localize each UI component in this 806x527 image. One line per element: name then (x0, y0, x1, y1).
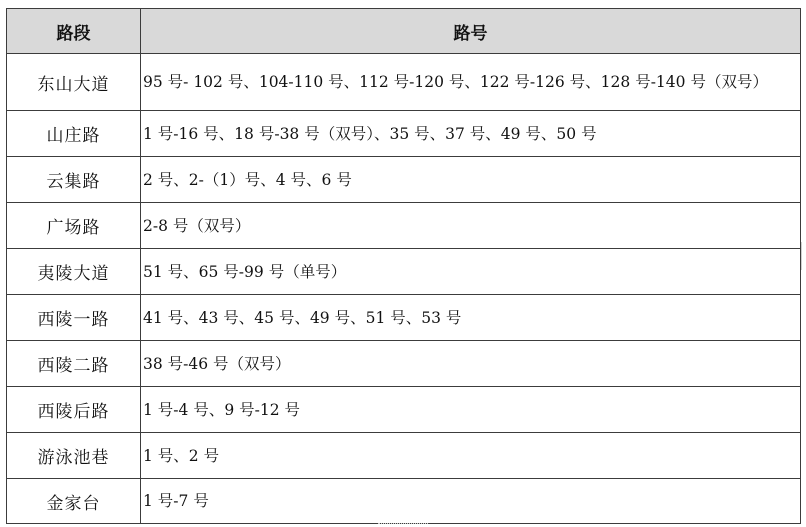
table-row (7, 387, 801, 433)
table-row (7, 54, 801, 111)
page-edge-marker (801, 242, 806, 270)
house-numbers-cell: 38 号-46 号（双号） (141, 341, 801, 387)
road-name-cell: 西陵后路 (7, 387, 141, 433)
column-header-road: 路段 (7, 9, 141, 54)
house-numbers-cell: 41 号、43 号、45 号、49 号、51 号、53 号 (141, 295, 801, 341)
table-row (7, 341, 801, 387)
table-row (7, 479, 801, 524)
road-name-cell: 云集路 (7, 157, 141, 203)
house-numbers-cell: 51 号、65 号-99 号（单号） (141, 249, 801, 295)
house-numbers-cell: 1 号、2 号 (141, 433, 801, 479)
road-name-cell: 东山大道 (7, 54, 141, 111)
table-row (7, 249, 801, 295)
road-name-cell: 西陵二路 (7, 341, 141, 387)
house-numbers-cell: 2 号、2-（1）号、4 号、6 号 (141, 157, 801, 203)
table-header-row (7, 9, 801, 54)
table-row (7, 203, 801, 249)
column-header-numbers: 路号 (141, 9, 801, 54)
table-row (7, 157, 801, 203)
address-table (6, 8, 801, 524)
road-name-cell: 西陵一路 (7, 295, 141, 341)
house-numbers-cell: 1 号-16 号、18 号-38 号（双号）、35 号、37 号、49 号、50 号 (141, 111, 801, 157)
road-name-cell: 广场路 (7, 203, 141, 249)
house-numbers-cell: 95 号- 102 号、104-110 号、112 号-120 号、122 号-126 号、128 号-140 号（双号） (141, 54, 801, 111)
table-row (7, 295, 801, 341)
table-row (7, 433, 801, 479)
road-name-cell: 金家台 (7, 479, 141, 524)
table-row (7, 111, 801, 157)
address-table-container (6, 8, 800, 524)
road-name-cell: 夷陵大道 (7, 249, 141, 295)
road-name-cell: 游泳池巷 (7, 433, 141, 479)
house-numbers-cell: 1 号-4 号、9 号-12 号 (141, 387, 801, 433)
house-numbers-cell: 2-8 号（双号） (141, 203, 801, 249)
house-numbers-cell: 1 号-7 号 (141, 479, 801, 524)
road-name-cell: 山庄路 (7, 111, 141, 157)
page-bottom-marker (378, 523, 428, 527)
